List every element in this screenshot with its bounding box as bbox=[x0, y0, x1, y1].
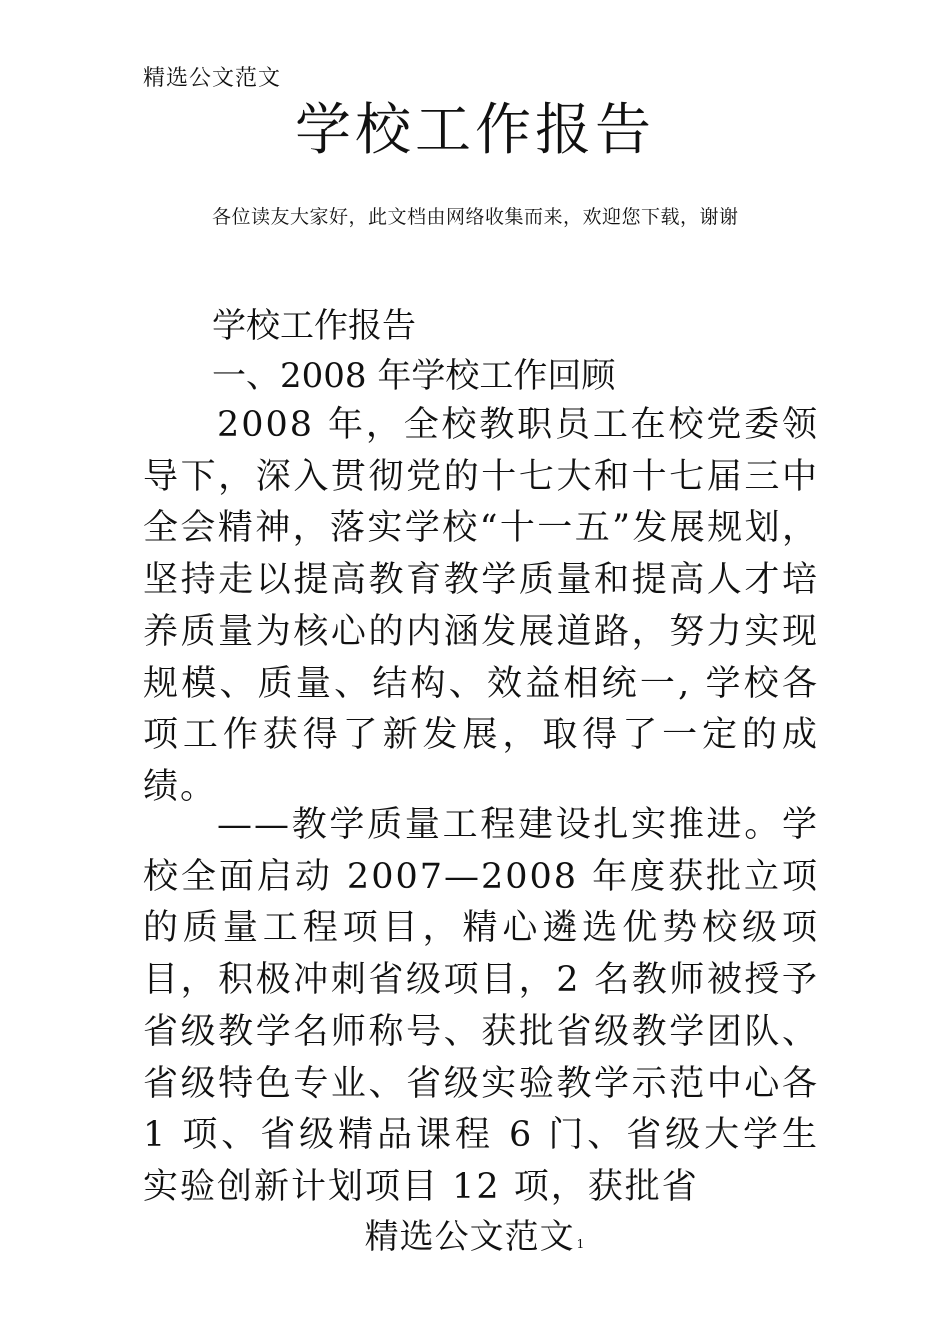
body-paragraph: 2008 年，全校教职员工在校党委领导下，深入贯彻党的十七大和十七届三中全会精神，落实学校“十一五”发展规划，坚持走以提高教育教学质量和提高人才培养质量为核心的内涵发展道路，努力实现规模、质量、结构、效益相统一, 学校各项工作获得了新发展，取得了一定的成绩。 bbox=[143, 405, 819, 807]
section-heading: 一、2008 年学校工作回顾 bbox=[212, 356, 616, 396]
page-number: 1 bbox=[576, 1237, 586, 1251]
download-notice: 各位读友大家好，此文档由网络收集而来，欢迎您下载，谢谢 bbox=[212, 206, 739, 228]
report-subtitle: 学校工作报告 bbox=[212, 306, 416, 346]
body-paragraph-2-container bbox=[143, 800, 819, 1214]
footer bbox=[0, 1215, 950, 1266]
document-title: 学校工作报告 bbox=[295, 98, 655, 163]
footer-label: 精选公文范文 bbox=[364, 1217, 575, 1257]
body-paragraph-1-container bbox=[143, 400, 819, 814]
header-label: 精选公文范文 bbox=[143, 66, 282, 91]
body-paragraph: ——教学质量工程建设扎实推进。学校全面启动 2007—2008 年度获批立项的质量工程项目，精心遴选优势校级项目，积极冲刺省级项目，2 名教师被授予省级教学名师称号、获批省级教学团队、省级特色专业、省级实验教学示范中心各 1 项、省级精品课程 6 门、省级大学生实验创新计划项目 12 项，获批省 bbox=[143, 805, 819, 1207]
